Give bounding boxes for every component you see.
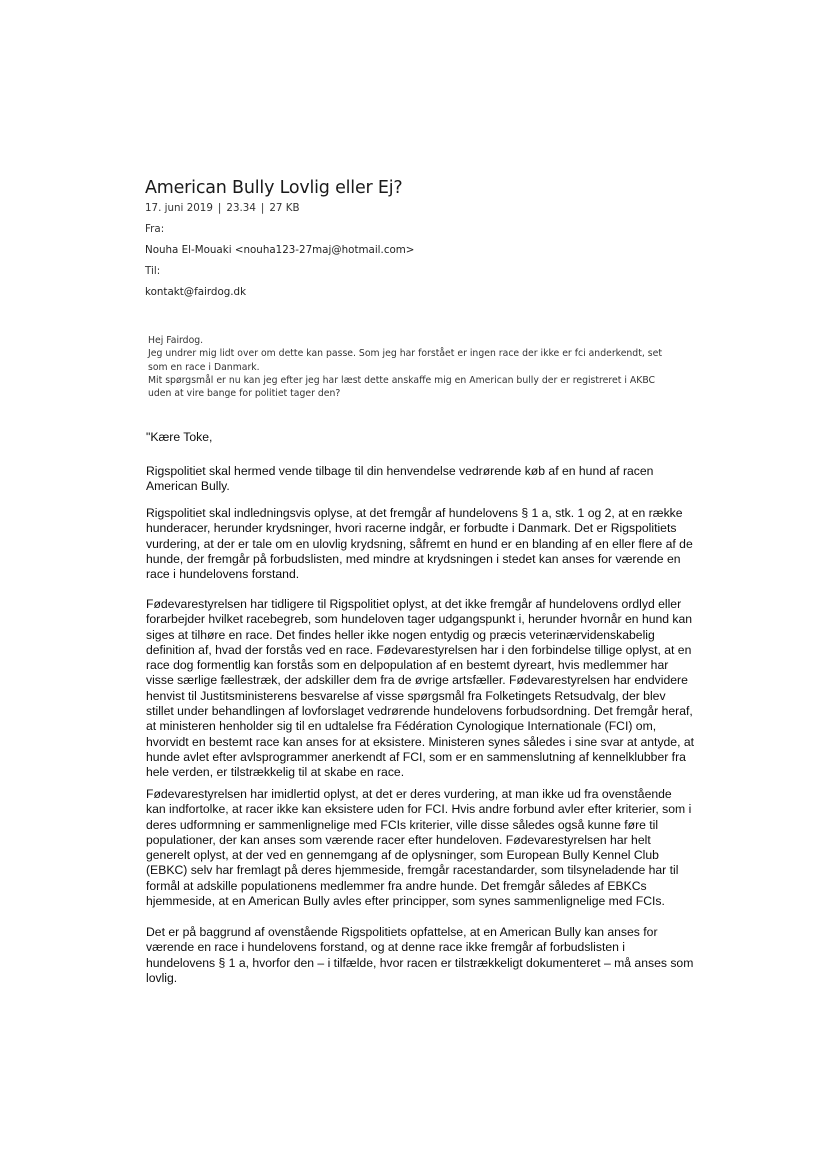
from-label: Fra: [145, 223, 165, 235]
quote-line: hundelovens § 1 a, hvorfor den – i tilfælde, hvor racen er tilstrækkeligt dokumenteret – må anses som [146, 955, 694, 970]
quote-line: kan indfortolke, at racer ikke kan eksistere uden for FCI. Hvis andre forbund avler efter kriterier, som i [146, 802, 692, 817]
quote-line: Fødevarestyrelsen har tidligere til Rigspolitiet oplyst, at det ikke fremgår af hundelovens ordlyd eller [146, 597, 682, 611]
quote-line: definition af, hvad der forstås ved en race. Fødevarestyrelsen har i den forbindelse tillige oplyst, at en [146, 642, 692, 657]
from-address: Nouha El-Mouaki <nouha123-27maj@hotmail.com> [145, 244, 415, 256]
email-subject: American Bully Lovlig eller Ej? [145, 178, 403, 198]
quote-line: deres udformning er sammenlignelige med FCIs kriterier, ville disse således også kunne føre til [146, 817, 659, 832]
quote-line: populationer, der kan anses som værende racer efter hundeloven. Fødevarestyrelsen har helt [146, 832, 651, 847]
message-line: Jeg undrer mig lidt over om dette kan passe. Som jeg har forstået er ingen race der ikke er fci anderkendt, set [148, 348, 662, 360]
quote-line: lovlig. [146, 970, 178, 985]
message-line: uden at vire bange for politiet tager den? [148, 388, 341, 400]
quote-line: hvorvidt en bestemt race kan anses for at eksistere. Ministeren synes således i sine svar at antyde, at [146, 734, 695, 749]
quote-line: Rigspolitiet skal indledningsvis oplyse, at det fremgår af hundelovens § 1 a, stk. 1 og 2, at en række [146, 506, 683, 520]
quote-line: henvist til Justitsministerens besvarelse af visse spørgsmål fra Folketingets Retsudvalg, der blev [146, 688, 666, 703]
quote-line: hunde avlet efter avlsprogrammer anerkendt af FCI, som er en sammenslutning af kennelklubber fra [146, 749, 686, 764]
email-size: 27 KB [269, 202, 300, 214]
quote-line: forarbejder hvilket racebegreb, som hundeloven tager udgangspunkt i, herunder hvornår en hund kan [146, 612, 693, 627]
quote-paragraph-4 [146, 787, 692, 909]
quote-line: generelt oplyst, at der ved en gennemgang af de oplysninger, som European Bully Kennel Club [146, 848, 659, 863]
quote-paragraph-1 [146, 464, 686, 495]
quote-line: stillet under behandlingen af lovforslaget vedrørende hundelovens forbudsordning. Det fremgår heraf, [146, 704, 693, 719]
quote-line: Fødevarestyrelsen har imidlertid oplyst, at det er deres vurdering, at man ikke ud fra ovenstående [146, 787, 672, 801]
quote-line: visse særlige fællestræk, der adskiller dem fra de øvrige artsfæller. Fødevarestyrelsen har endvidere [146, 673, 688, 688]
quote-line: race dog formentlig kan forstås som en delpopulation af en bestemt dyreart, hvis medlemmer har [146, 658, 669, 673]
separator: | [217, 202, 222, 214]
quote-paragraph-3 [146, 597, 695, 781]
quote-line: race i hundelovens forstand. [146, 567, 300, 582]
message-line: Hej Fairdog. [148, 335, 204, 346]
quote-paragraph-5 [146, 925, 694, 986]
quote-line: Rigspolitiet skal hermed vende tilbage til din henvendelse vedrørende køb af en hund af racen [146, 464, 654, 478]
message-body [148, 334, 688, 400]
quote-paragraph-2 [146, 506, 693, 582]
quote-line: at ministeren henholder sig til en udtalelse fra Fédération Cynologique Internationale (FCI) om, [146, 719, 657, 734]
quote-line: hjemmeside, at en American Bully avles efter principper, som synes sammenlignelige med FCIs. [146, 894, 665, 909]
email-date: 17. juni 2019 [145, 202, 213, 214]
quote-line: siges at tilhøre en race. Det findes heller ikke nogen entydig og præcis veterinærvidenskabelig [146, 627, 655, 642]
to-address: kontakt@fairdog.dk [145, 286, 247, 298]
email-meta [145, 202, 300, 214]
quote-salutation [146, 430, 686, 445]
quote-line: "Kære Toke, [146, 430, 213, 444]
quote-line: Det er på baggrund af ovenstående Rigspolitiets opfattelse, at en American Bully kan anses for [146, 925, 658, 939]
message-line: som en race i Danmark. [148, 361, 260, 373]
quote-line: vurdering, at der er tale om en ulovlig krydsning, såfremt en hund er en blanding af en eller flere af de [146, 536, 693, 551]
quote-line: hunde, der fremgår på forbudslisten, med mindre at krydsningen i stedet kan anses for værende en [146, 551, 681, 566]
quote-line: (EBKC) selv har fremlagt på deres hjemmeside, fremgår racestandarder, som tilsyneladende har til [146, 863, 679, 878]
separator: | [260, 202, 265, 214]
message-line: Mit spørgsmål er nu kan jeg efter jeg har læst dette anskaffe mig en American bully der er registreret i AKBC [148, 374, 656, 386]
quote-line: American Bully. [146, 479, 230, 494]
email-time: 23.34 [226, 202, 256, 214]
quote-line: hunderacer, herunder krydsninger, hvori racerne indgår, er forbudte i Danmark. Det er Rigspolitiets [146, 521, 677, 536]
to-label: Til: [145, 265, 161, 277]
quote-line: formål at adskille populationens medlemmer fra andre hunde. Det fremgår således af EBKCs [146, 878, 647, 893]
quote-line: hele verden, er tilstrækkelig til at skabe en race. [146, 765, 405, 780]
quote-line: værende en race i hundelovens forstand, og at denne race ikke fremgår af forbudslisten i [146, 940, 625, 955]
